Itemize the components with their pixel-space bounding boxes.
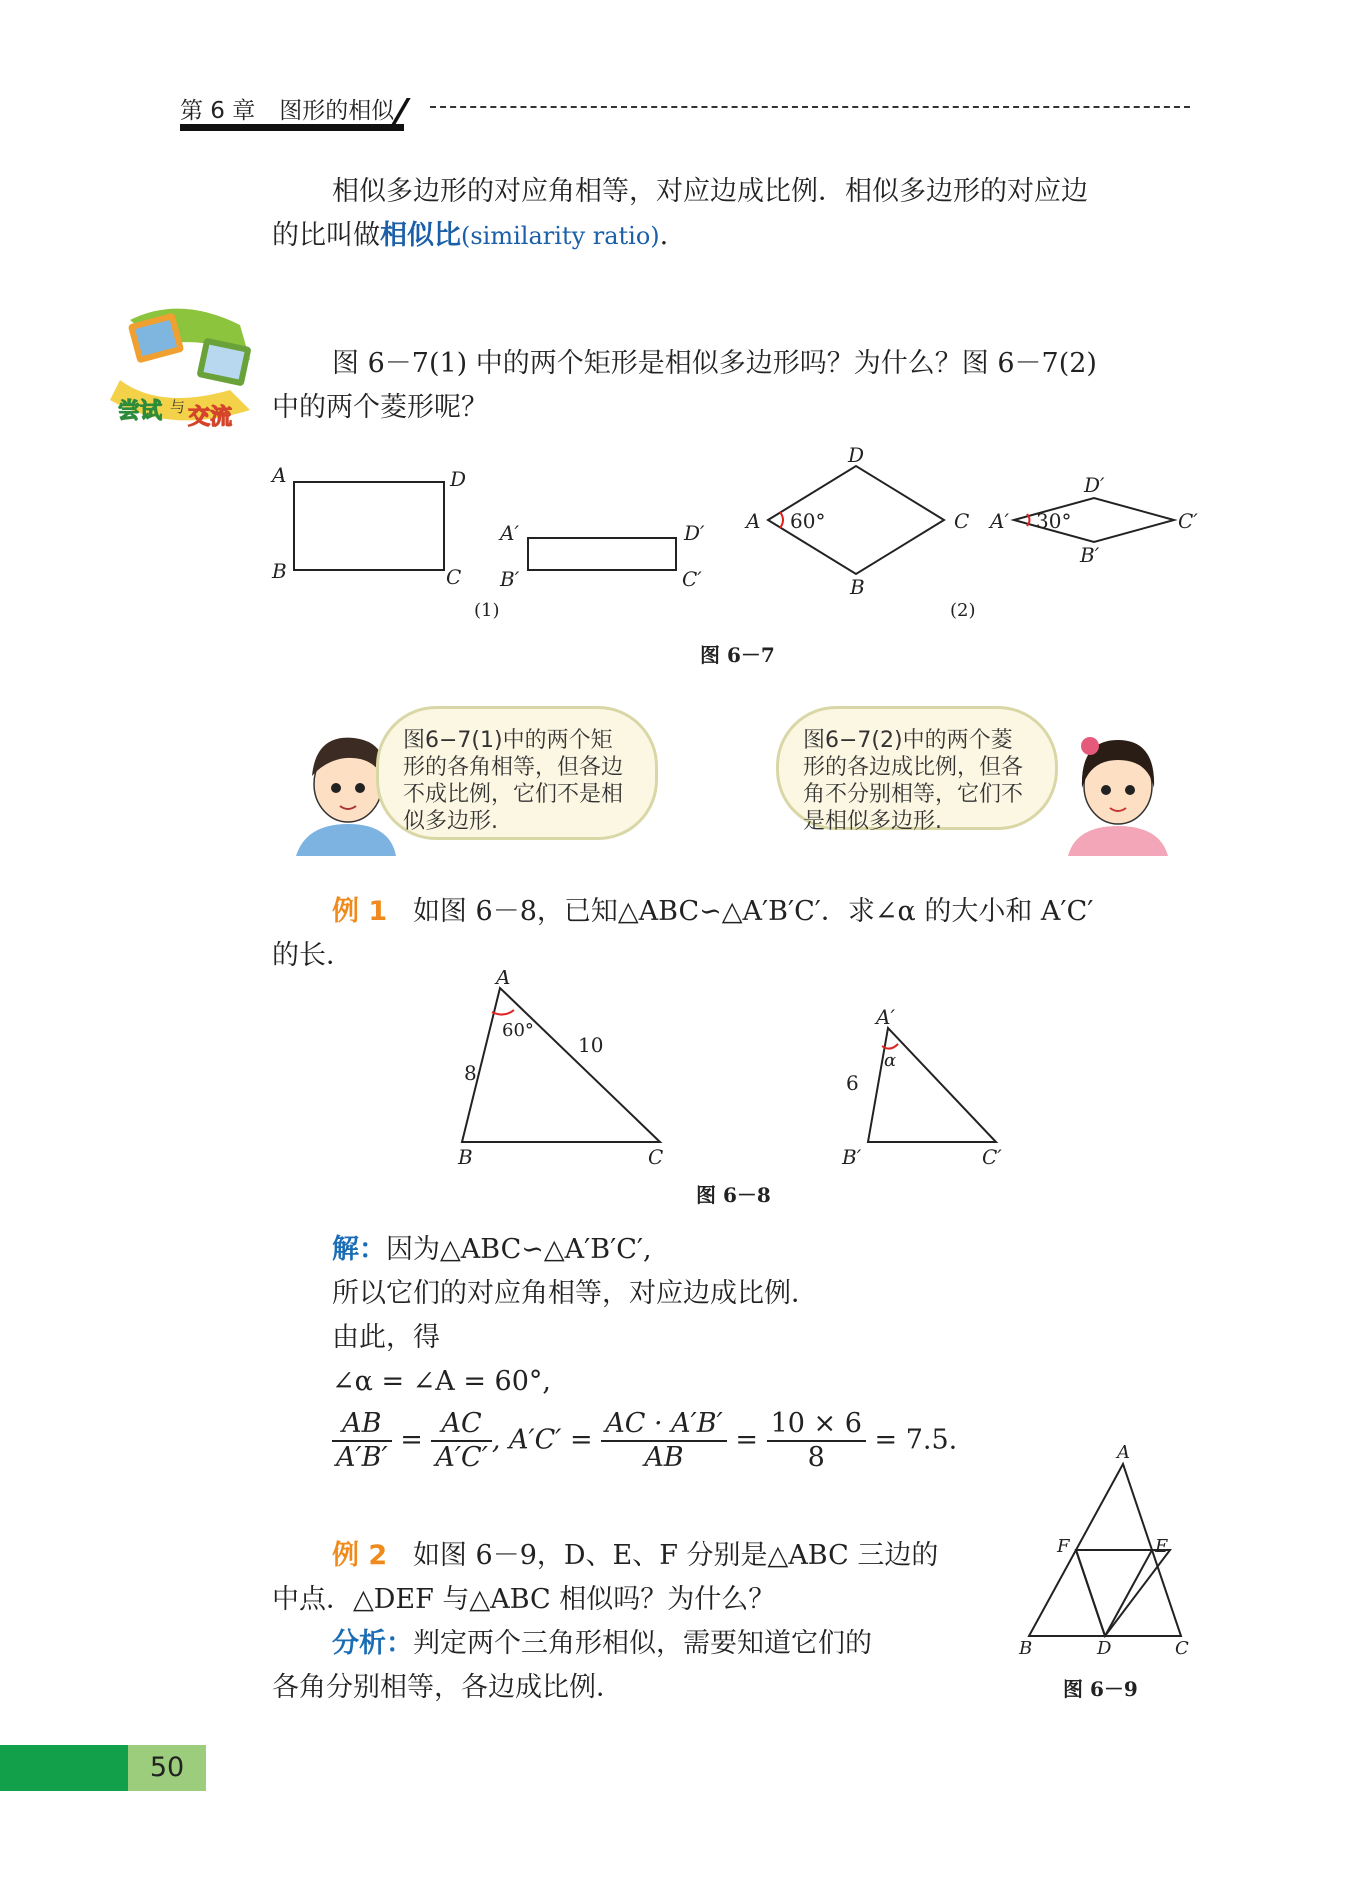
svg-text:C: C (648, 1145, 664, 1169)
svg-text:10: 10 (578, 1033, 604, 1057)
svg-text:C: C (954, 509, 970, 533)
example-2-line-1: 例 2 如图 6－9，D、E、F 分别是△ABC 三边的 (332, 1540, 939, 1571)
svg-text:B: B (272, 559, 287, 583)
solution-line-3: 由此，得 (332, 1322, 440, 1353)
svg-text:C′: C′ (682, 567, 702, 591)
girl-speech-bubble (776, 706, 1058, 834)
svg-text:B′: B′ (1080, 543, 1100, 567)
svg-text:交流: 交流 (188, 404, 233, 430)
svg-text:E: E (1155, 1536, 1169, 1557)
svg-text:D′: D′ (684, 521, 705, 545)
svg-text:尝试: 尝试 (118, 398, 163, 424)
solution-line-2: 所以它们的对应角相等，对应边成比例． (332, 1278, 818, 1309)
solution-line-4: ∠α = ∠A = 60°, (332, 1366, 551, 1397)
example-2-line-2: 中点．△DEF 与△ABC 相似吗？为什么？ (272, 1584, 776, 1615)
svg-text:A′: A′ (876, 1005, 895, 1029)
fraction-product: $\frac{AC \cdot A'B'}{AB}$ (601, 1408, 727, 1474)
figure-6-9-caption: 图 6－9 (1063, 1677, 1138, 1701)
example-1-label: 例 1 (332, 896, 388, 927)
svg-text:A: A (272, 463, 287, 487)
svg-text:30°: 30° (1036, 509, 1072, 533)
chapter-header (180, 92, 394, 125)
girl-avatar (1068, 726, 1168, 856)
svg-text:F: F (1057, 1536, 1070, 1557)
svg-text:A′: A′ (990, 509, 1009, 533)
svg-text:C: C (1175, 1638, 1189, 1659)
header-dashed-rule (430, 106, 1190, 108)
svg-text:C: C (446, 565, 462, 589)
example-1-line-2: 的长． (272, 940, 353, 971)
svg-text:6: 6 (846, 1071, 859, 1095)
boy-speech-text: 图6−7(1)中的两个矩形的各角相等，但各边不成比例，它们不是相似多边形. (403, 728, 624, 834)
similarity-ratio-english: (similarity ratio) (461, 222, 660, 250)
question-line-1: 图 6－7(1) 中的两个矩形是相似多边形吗？为什么？图 6－7(2) (332, 348, 1097, 379)
figure-6-8-caption: 图 6－8 (696, 1183, 771, 1207)
svg-text:8: 8 (464, 1061, 477, 1085)
example-2-label: 例 2 (332, 1540, 388, 1571)
svg-text:60°: 60° (790, 509, 826, 533)
solution-formula: $\frac{AB}{A'B'}$ = $\frac{AC}{A'C'}$ , A′C′ = $\frac{AC \cdot A'B'}{AB}$ = $\frac{10 \times 6}{8}$ = 7.5. (332, 1408, 1202, 1474)
fraction-ab-over-a1b1: $\frac{AB}{A'B'}$ (332, 1408, 392, 1474)
chapter-number: 第 6 章 (180, 98, 256, 124)
definition-line-1: 相似多边形的对应角相等，对应边成比例．相似多边形的对应边 (332, 176, 1088, 207)
svg-text:B′: B′ (842, 1145, 862, 1169)
page-number-bar (0, 1745, 128, 1791)
example-2 (272, 1534, 992, 1710)
svg-text:A: A (496, 970, 511, 989)
fraction-numeric: $\frac{10 \times 6}{8}$ (767, 1408, 866, 1474)
svg-text:(2): (2) (950, 600, 976, 621)
triangle-abc (462, 988, 660, 1142)
triangle-a1b1c1 (868, 1028, 996, 1142)
page-number: 50 (128, 1745, 206, 1791)
svg-text:C′: C′ (1178, 509, 1198, 533)
analysis-line-1: 分析：判定两个三角形相似，需要知道它们的 (332, 1628, 872, 1659)
svg-text:D: D (848, 443, 865, 467)
svg-text:B′: B′ (500, 567, 520, 591)
figure-6-8 (440, 970, 1040, 1210)
solution-label: 解： (332, 1234, 386, 1265)
try-exchange-logo (100, 300, 260, 430)
svg-text:D′: D′ (1084, 473, 1105, 497)
figure-6-7 (260, 440, 1210, 670)
solution-line-1: 解：因为△ABC∽△A′B′C′, (332, 1234, 652, 1265)
svg-text:C′: C′ (982, 1145, 1002, 1169)
svg-text:A: A (746, 509, 761, 533)
figure-6-9 (1005, 1440, 1205, 1710)
svg-text:A′: A′ (500, 521, 519, 545)
boy-speech-bubble (376, 706, 658, 840)
svg-text:D: D (1097, 1638, 1112, 1659)
rectangle-abcd (294, 482, 444, 570)
svg-text:B: B (458, 1145, 473, 1169)
rectangle-a1b1c1d1 (528, 538, 676, 570)
similarity-ratio-term: 相似比 (380, 220, 461, 251)
definition-line-2: 的比叫做相似比(similarity ratio). (272, 220, 669, 251)
analysis-label: 分析： (332, 1628, 413, 1659)
svg-text:60°: 60° (502, 1020, 534, 1041)
svg-text:α: α (884, 1050, 897, 1071)
question-line-2: 中的两个菱形呢？ (272, 392, 488, 423)
figure-6-7-caption: 图 6－7 (700, 643, 775, 667)
example-1 (272, 890, 1202, 978)
svg-text:D: D (450, 467, 467, 491)
header-underline (180, 124, 404, 131)
try-exchange-icon (100, 300, 260, 430)
analysis-line-2: 各角分别相等，各边成比例． (272, 1672, 623, 1703)
girl-speech-text: 图6−7(2)中的两个菱形的各边成比例，但各角不分别相等，它们不是相似多边形. (803, 728, 1024, 834)
fraction-ac-over-a1c1: $\frac{AC}{A'C'}$ (431, 1408, 491, 1474)
svg-text:B: B (850, 575, 865, 599)
example-1-line-1: 例 1 如图 6－8，已知△ABC∽△A′B′C′．求∠α 的大小和 A′C′ (332, 896, 1094, 927)
svg-text:与: 与 (170, 398, 186, 416)
chapter-title: 图形的相似 (279, 98, 395, 124)
svg-text:A: A (1117, 1442, 1130, 1463)
definition-paragraph (272, 170, 1202, 258)
try-exchange-question (272, 342, 1202, 430)
solution (332, 1228, 1202, 1474)
svg-text:(1): (1) (474, 600, 500, 621)
svg-text:B: B (1019, 1638, 1033, 1659)
